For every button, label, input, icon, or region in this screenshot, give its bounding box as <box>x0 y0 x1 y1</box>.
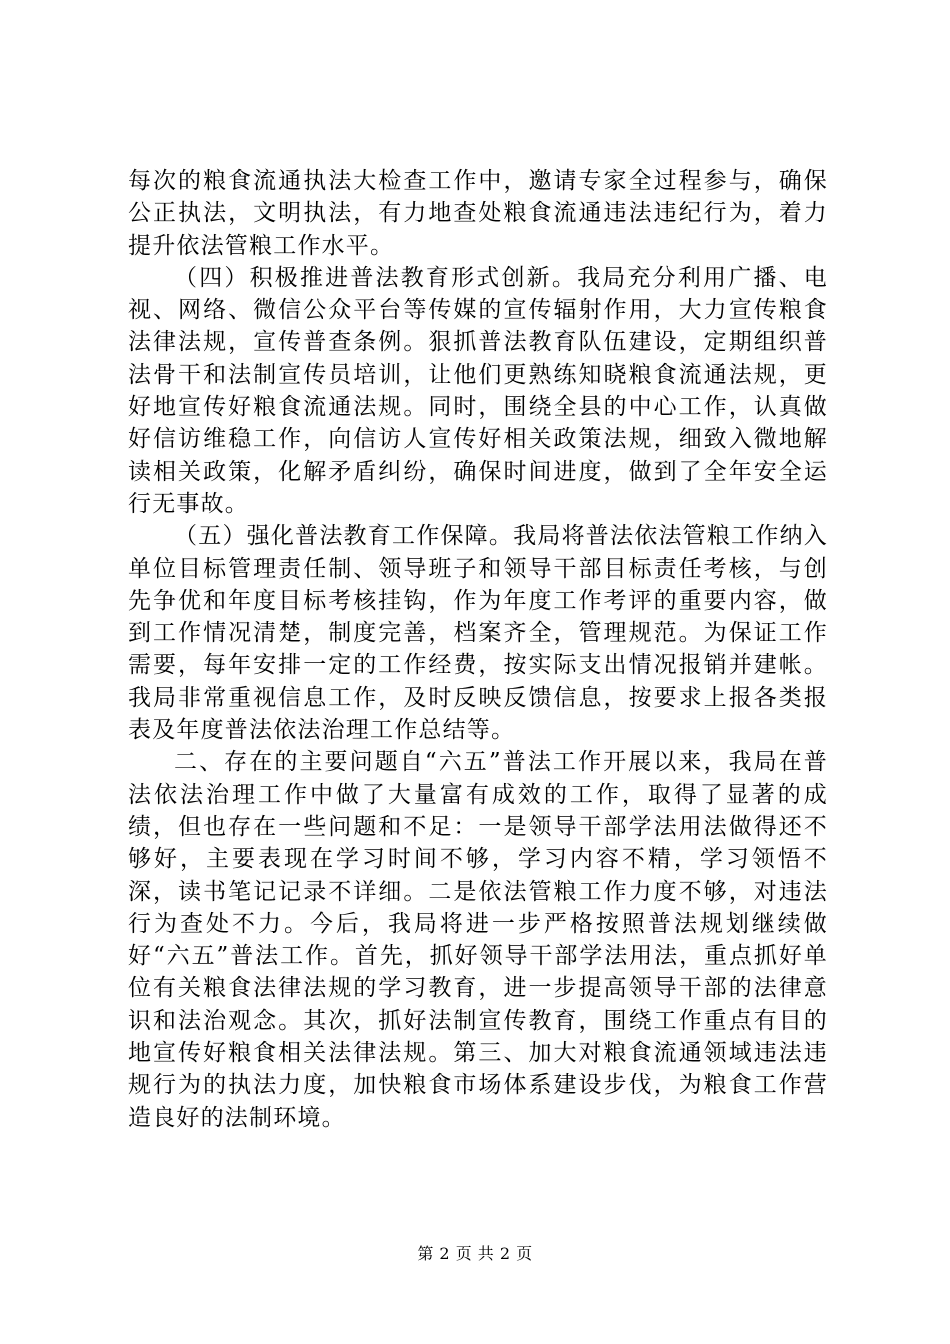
paragraph-continuation: 每次的粮食流通执法大检查工作中，邀请专家全过程参与，确保公正执法，文明执法，有力地查处粮食流通违法违纪行为，着力提升依法管粮工作水平。 <box>128 168 828 259</box>
page-footer: 第 2 页 共 2 页 <box>417 1244 533 1263</box>
paragraph-problems: 二、存在的主要问题自“六五”普法工作开展以来，我局在普法依法治理工作中做了大量富有成效的工作，取得了显著的成绩，但也存在一些问题和不足：一是领导干部学法用法做得还不够好，主要表现在学习时间不够，学习内容不精，学习领悟不深，读书笔记记录不详细。二是依法管粮工作力度不够，对违法行为查处不力。今后，我局将进一步严格按照普法规划继续做好“六五”普法工作。首先，抓好领导干部学法用法，重点抓好单位有关粮食法律法规的学习教育，进一步提高领导干部的法律意识和法治观念。其次，抓好法制宣传教育，围绕工作重点有目的地宣传好粮食相关法律法规。第三、加大对粮食流通领域违法违规行为的执法力度，加快粮食市场体系建设步伐，为粮食工作营造良好的法制环境。 <box>128 749 828 1131</box>
paragraph-section-5: （五）强化普法教育工作保障。我局将普法依法管粮工作纳入单位目标管理责任制、领导班子和领导干部目标责任考核，与创先争优和年度目标考核挂钩，作为年度工作考评的重要内容，做到工作情况清楚，制度完善，档案齐全，管理规范。为保证工作需要，每年安排一定的工作经费，按实际支出情况报销并建帐。我局非常重视信息工作，及时反映反馈信息，按要求上报各类报表及年度普法依法治理工作总结等。 <box>128 523 828 744</box>
paragraph-section-4: （四）积极推进普法教育形式创新。我局充分利用广播、电视、网络、微信公众平台等传媒的宣传辐射作用，大力宣传粮食法律法规，宣传普查条例。狠抓普法教育队伍建设，定期组织普法骨干和法制宣传员培训，让他们更熟练知晓粮食流通法规，更好地宣传好粮食流通法规。同时，围绕全县的中心工作，认真做好信访维稳工作，向信访人宣传好相关政策法规，细致入微地解读相关政策，化解矛盾纠纷，确保时间进度，做到了全年安全运行无事故。 <box>128 264 828 517</box>
document-body <box>128 165 828 1134</box>
